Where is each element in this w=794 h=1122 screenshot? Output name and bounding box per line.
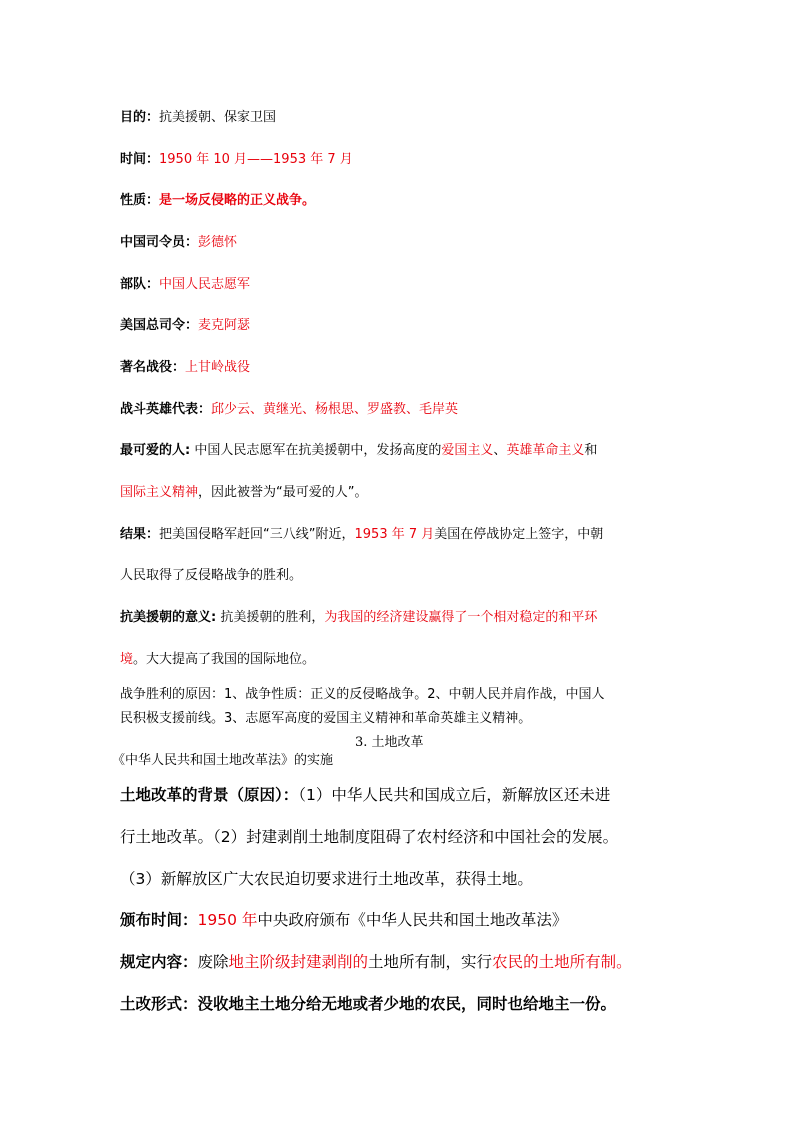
time-line (120, 151, 353, 169)
form-label: 土改形式： (120, 995, 198, 1013)
loveliest-line-1 (120, 442, 597, 460)
nature-label: 性质： (120, 193, 160, 208)
troops-line (120, 276, 250, 294)
background-line-1 (120, 784, 610, 806)
loveliest-text-3: 和 (584, 443, 598, 458)
time-value: 1950 年 10 月——1953 年 7 月 (159, 152, 353, 167)
victory-reasons-line-1: 战争胜利的原因：1、战争性质：正义的反侵略战争。2、中朝人民并肩作战，中国人 (120, 687, 605, 702)
provisions-label: 规定内容： (120, 953, 198, 971)
promulgation-line (120, 909, 567, 931)
loveliest-text-4: ，因此被誉为“最可爱的人”。 (198, 485, 368, 500)
result-text-1: 把美国侵略军赶回“三八线”附近， (159, 527, 355, 542)
battle-line (120, 359, 250, 377)
commander-cn-value: 彭德怀 (198, 235, 238, 250)
significance-text-2: 。大大提高了我国的国际地位。 (133, 652, 316, 667)
loveliest-heroism: 英雄革命主义 (506, 443, 585, 458)
section-subtitle: 《中华人民共和国土地改革法》的实施 (112, 753, 334, 768)
significance-label: 抗美援朝的意义: (120, 610, 217, 625)
time-label: 时间： (120, 152, 160, 167)
battle-value: 上甘岭战役 (185, 360, 251, 375)
goal-line (120, 109, 276, 127)
goal-label: 目的： (120, 110, 160, 125)
commander-us-line (120, 317, 250, 335)
heroes-label: 战斗英雄代表： (120, 402, 212, 417)
nature-value: 是一场反侵略的正义战争。 (159, 193, 316, 208)
loveliest-label: 最可爱的人: (120, 443, 191, 458)
victory-reasons-line-2: 民积极支援前线。3、志愿军高度的爱国主义精神和革命英雄主义精神。 (120, 711, 532, 726)
background-text-1: （1）中华人民共和国成立后，新解放区还未进 (298, 786, 611, 804)
background-line-3: （3）新解放区广大农民迫切要求进行土地改革，获得土地。 (120, 870, 533, 888)
result-line-1 (120, 526, 603, 544)
loveliest-line-2 (120, 484, 368, 502)
troops-label: 部队： (120, 277, 160, 292)
significance-red-2: 境 (120, 652, 134, 667)
section-title: 3. 土地改革 (355, 735, 424, 750)
commander-us-label: 美国总司令： (120, 318, 199, 333)
result-text-3: 人民取得了反侵略战争的胜利。 (120, 568, 303, 583)
significance-line-1 (120, 609, 597, 627)
loveliest-text-1: 中国人民志愿军在抗美援朝中，发扬高度的 (190, 443, 442, 458)
result-label: 结果： (120, 527, 160, 542)
commander-cn-label: 中国司令员： (120, 235, 199, 250)
significance-text-1: 抗美援朝的胜利， (216, 610, 325, 625)
result-date: 1953 年 7 月 (354, 527, 435, 542)
provisions-line (120, 951, 632, 973)
troops-value: 中国人民志愿军 (159, 277, 251, 292)
result-line-2 (120, 567, 302, 585)
commander-us-value: 麦克阿瑟 (198, 318, 251, 333)
goal-value: 抗美援朝、保家卫国 (159, 110, 277, 125)
commander-cn-line (120, 234, 237, 252)
heroes-line (120, 401, 458, 419)
significance-line-2 (120, 651, 315, 669)
heroes-value: 邱少云、黄继光、杨根思、罗盛教、毛岸英 (211, 402, 459, 417)
promulgation-text: 中央政府颁布《中华人民共和国土地改革法》 (257, 911, 568, 929)
provisions-red-1: 地主阶级封建剥削的 (228, 953, 369, 971)
provisions-text-2: 土地所有制，实行 (368, 953, 493, 971)
background-label: 土地改革的背景（原因）： (120, 786, 299, 804)
battle-label: 著名战役： (120, 360, 186, 375)
loveliest-text-2: 、 (493, 443, 507, 458)
provisions-text-1: 废除 (197, 953, 229, 971)
significance-red-1: 为我国的经济建设赢得了一个相对稳定的和平环 (324, 610, 598, 625)
loveliest-patriotism: 爱国主义 (441, 443, 494, 458)
background-line-2: 行土地改革。（2）封建剥削土地制度阻碍了农村经济和中国社会的发展。 (120, 828, 619, 846)
loveliest-internationalism: 国际主义精神 (120, 485, 199, 500)
form-line (120, 993, 616, 1015)
provisions-red-2: 农民的土地所有制。 (492, 953, 632, 971)
promulgation-label: 颁布时间： (120, 911, 198, 929)
nature-line (120, 192, 315, 210)
form-text: 没收地主土地分给无地或者少地的农民，同时也给地主一份。 (197, 995, 617, 1013)
promulgation-year: 1950 年 (197, 911, 258, 929)
result-text-2: 美国在停战协定上签字，中朝 (434, 527, 604, 542)
